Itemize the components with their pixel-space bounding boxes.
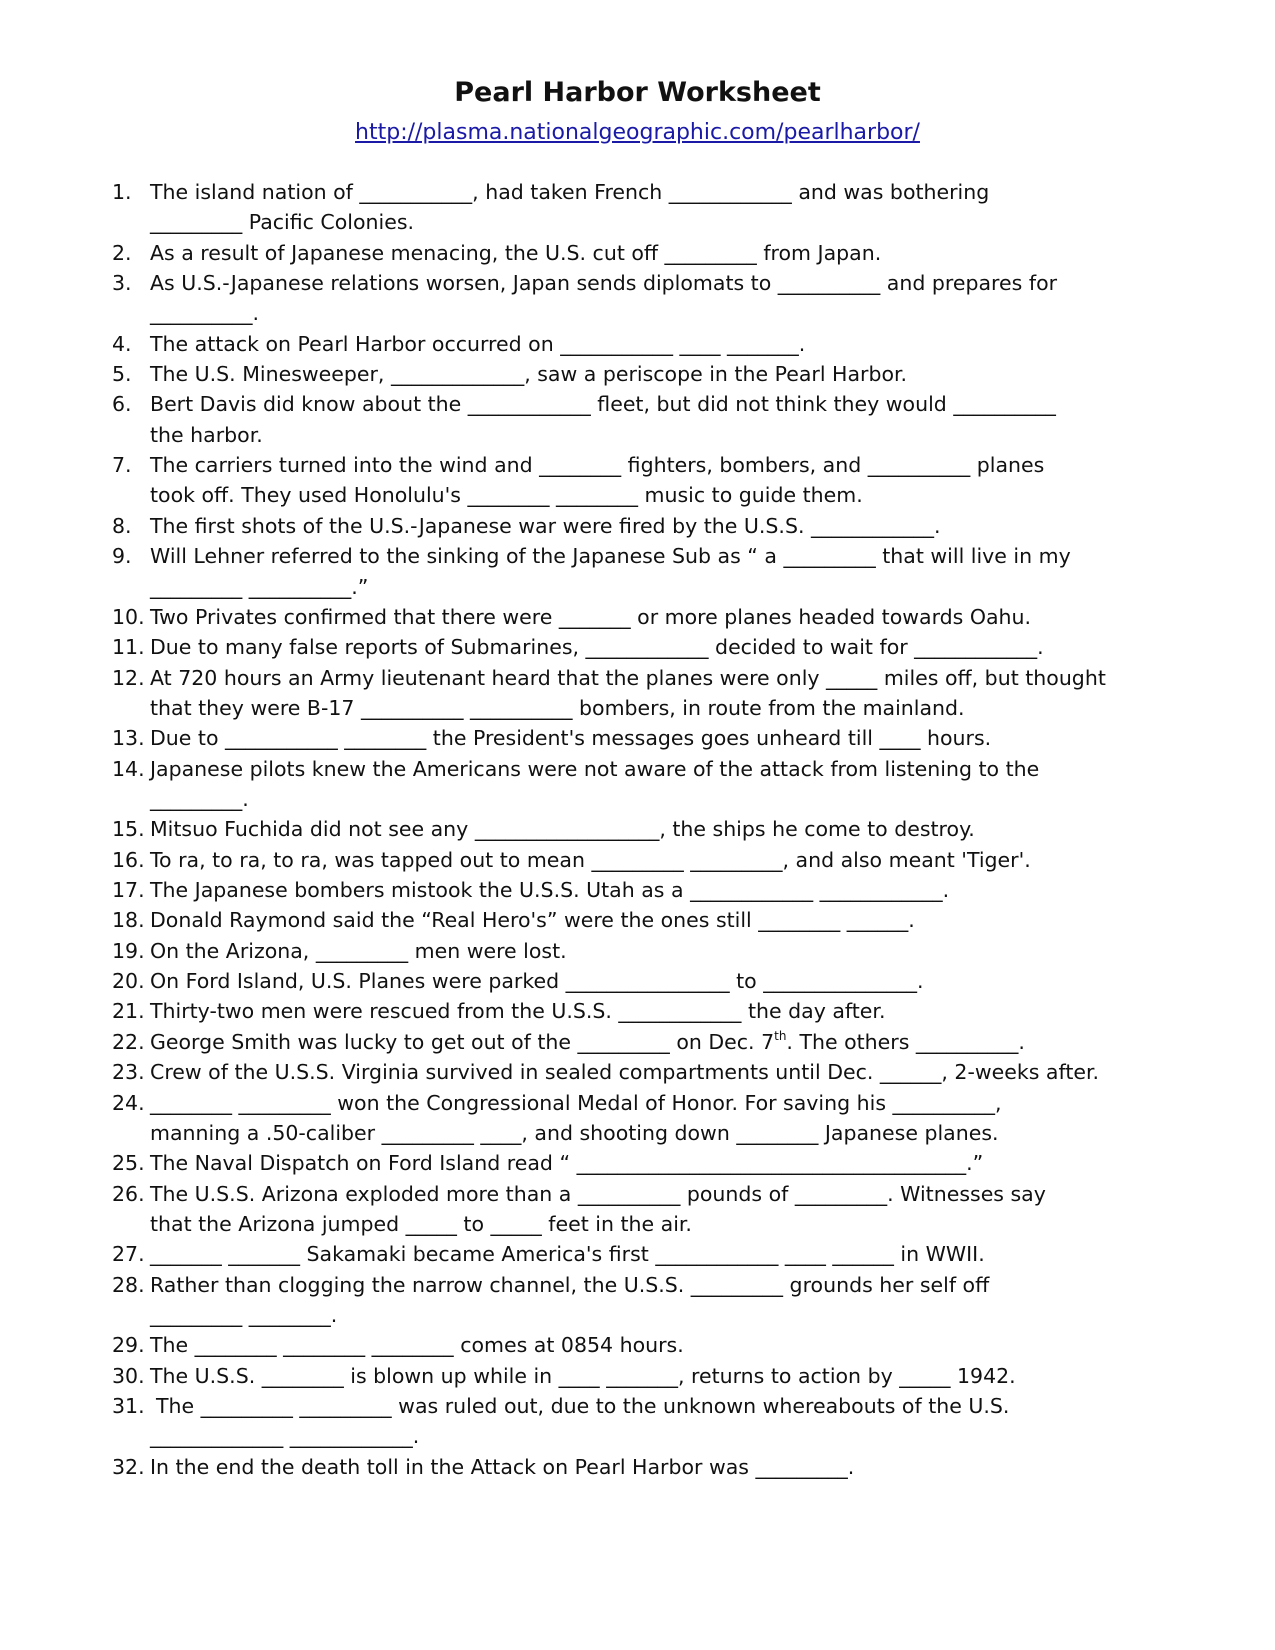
question-text: Due to many false reports of Submarines, ____________ decided to wait for ____________. [150, 635, 1044, 660]
question-text: the harbor. [150, 422, 263, 447]
question-number: 30. [112, 1363, 145, 1388]
question-text: The ________ ________ ________ comes at 0854 hours. [150, 1333, 684, 1358]
question-text: Thirty-two men were rescued from the U.S.S. ____________ the day after. [150, 999, 886, 1024]
question-number: 21. [112, 999, 145, 1024]
source-link[interactable]: http://plasma.nationalgeographic.com/pearlharbor/ [355, 120, 920, 145]
question-text: The island nation of ___________, had taken French ____________ and was bothering [150, 180, 990, 204]
question-number: 2. [112, 240, 132, 265]
question-text: The Naval Dispatch on Ford Island read “ ______________________________________.” [150, 1151, 984, 1176]
question-number: 10. [112, 604, 145, 629]
question-text: _________ __________.” [150, 574, 369, 599]
question-number: 32. [112, 1454, 145, 1479]
question-number: 25. [112, 1151, 145, 1176]
question-text: George Smith was lucky to get out of the _________ on Dec. 7th. The others __________. [150, 1028, 1025, 1054]
question-text: On the Arizona, _________ men were lost. [150, 938, 567, 963]
question-text: Japanese pilots knew the Americans were not aware of the attack from listening to the [150, 756, 1040, 781]
question-number: 26. [112, 1181, 145, 1206]
question-number: 13. [112, 726, 145, 751]
question-text: On Ford Island, U.S. Planes were parked ________________ to _______________. [150, 969, 924, 994]
question-number: 12. [112, 665, 145, 690]
question-text: _____________ ____________. [150, 1424, 420, 1449]
question-number: 1. [112, 180, 132, 204]
question-number: 14. [112, 756, 145, 781]
question-text: ________ _________ won the Congressional Medal of Honor. For saving his __________, [150, 1090, 1002, 1115]
question-text: Two Privates confirmed that there were _______ or more planes headed towards Oahu. [150, 604, 1032, 629]
question-text: The attack on Pearl Harbor occurred on ___________ ____ _______. [150, 331, 806, 356]
question-number: 7. [112, 453, 132, 478]
question-number: 24. [112, 1090, 145, 1115]
question-text: that the Arizona jumped _____ to _____ feet in the air. [150, 1211, 692, 1236]
question-number: 5. [112, 362, 132, 387]
question-text: _______ _______ Sakamaki became America's first ____________ ____ ______ in WWII. [150, 1242, 985, 1267]
question-number: 18. [112, 908, 145, 933]
question-text: Bert Davis did know about the ____________ fleet, but did not think they would __________ [150, 392, 1056, 417]
question-number: 29. [112, 1333, 145, 1358]
question-number: 22. [112, 1029, 145, 1054]
question-text: Due to ___________ ________ the President's messages goes unheard till ____ hours. [150, 726, 992, 751]
question-text: manning a .50-caliber _________ ____, and shooting down ________ Japanese planes. [150, 1120, 999, 1145]
question-text: The first shots of the U.S.-Japanese war were fired by the U.S.S. ____________. [150, 513, 941, 538]
question-text: _________ ________. [150, 1302, 338, 1327]
question-text: that they were B-17 __________ __________ bombers, in route from the mainland. [150, 695, 965, 720]
source-link-container [0, 119, 1275, 147]
question-text: __________. [150, 301, 260, 326]
question-text: Donald Raymond said the “Real Hero's” were the ones still ________ ______. [150, 908, 915, 933]
question-number: 20. [112, 969, 145, 994]
question-number: 17. [112, 878, 145, 903]
question-text: Mitsuo Fuchida did not see any __________________, the ships he come to destroy. [150, 817, 975, 842]
question-text: _________. [150, 786, 249, 811]
question-number: 6. [112, 392, 132, 417]
question-number: 4. [112, 331, 132, 356]
question-number: 9. [112, 544, 132, 569]
question-text: Will Lehner referred to the sinking of the Japanese Sub as “ a _________ that will live in my [150, 544, 1071, 569]
question-number: 11. [112, 635, 145, 660]
question-number: 19. [112, 938, 145, 963]
question-text: The _________ _________ was ruled out, due to the unknown whereabouts of the U.S. [156, 1394, 1010, 1418]
question-text: To ra, to ra, to ra, was tapped out to mean _________ _________, and also meant 'Tiger'. [150, 847, 1031, 872]
question-text: At 720 hours an Army lieutenant heard that the planes were only _____ miles off, but thought [150, 665, 1106, 690]
question-text: The U.S.S. ________ is blown up while in ____ _______, returns to action by _____ 1942. [150, 1363, 1016, 1388]
question-number: 31. [112, 1394, 145, 1418]
page-title: Pearl Harbor Worksheet [454, 77, 821, 108]
question-text: took off. They used Honolulu's ________ ________ music to guide them. [150, 483, 863, 508]
question-text: The Japanese bombers mistook the U.S.S. Utah as a ____________ ____________. [150, 878, 950, 903]
question-number: 15. [112, 817, 145, 842]
question-number: 28. [112, 1272, 145, 1297]
question-text: The carriers turned into the wind and ________ fighters, bombers, and __________ planes [150, 453, 1045, 478]
question-number: 23. [112, 1060, 145, 1085]
question-text: The U.S.S. Arizona exploded more than a __________ pounds of _________. Witnesses say [150, 1181, 1046, 1206]
question-number: 3. [112, 271, 132, 296]
question-text: In the end the death toll in the Attack on Pearl Harbor was _________. [150, 1454, 855, 1479]
question-text: As U.S.-Japanese relations worsen, Japan sends diplomats to __________ and prepares for [150, 271, 1058, 296]
question-number: 16. [112, 847, 145, 872]
question-number: 8. [112, 513, 132, 538]
question-text: _________ Pacific Colonies. [150, 210, 415, 235]
question-text: The U.S. Minesweeper, _____________, saw a periscope in the Pearl Harbor. [150, 362, 908, 387]
question-text: As a result of Japanese menacing, the U.S. cut off _________ from Japan. [150, 240, 882, 265]
question-number: 27. [112, 1242, 145, 1267]
question-text: Crew of the U.S.S. Virginia survived in sealed compartments until Dec. ______, 2-weeks after. [150, 1060, 1100, 1085]
question-text: Rather than clogging the narrow channel, the U.S.S. _________ grounds her self off [150, 1272, 990, 1297]
